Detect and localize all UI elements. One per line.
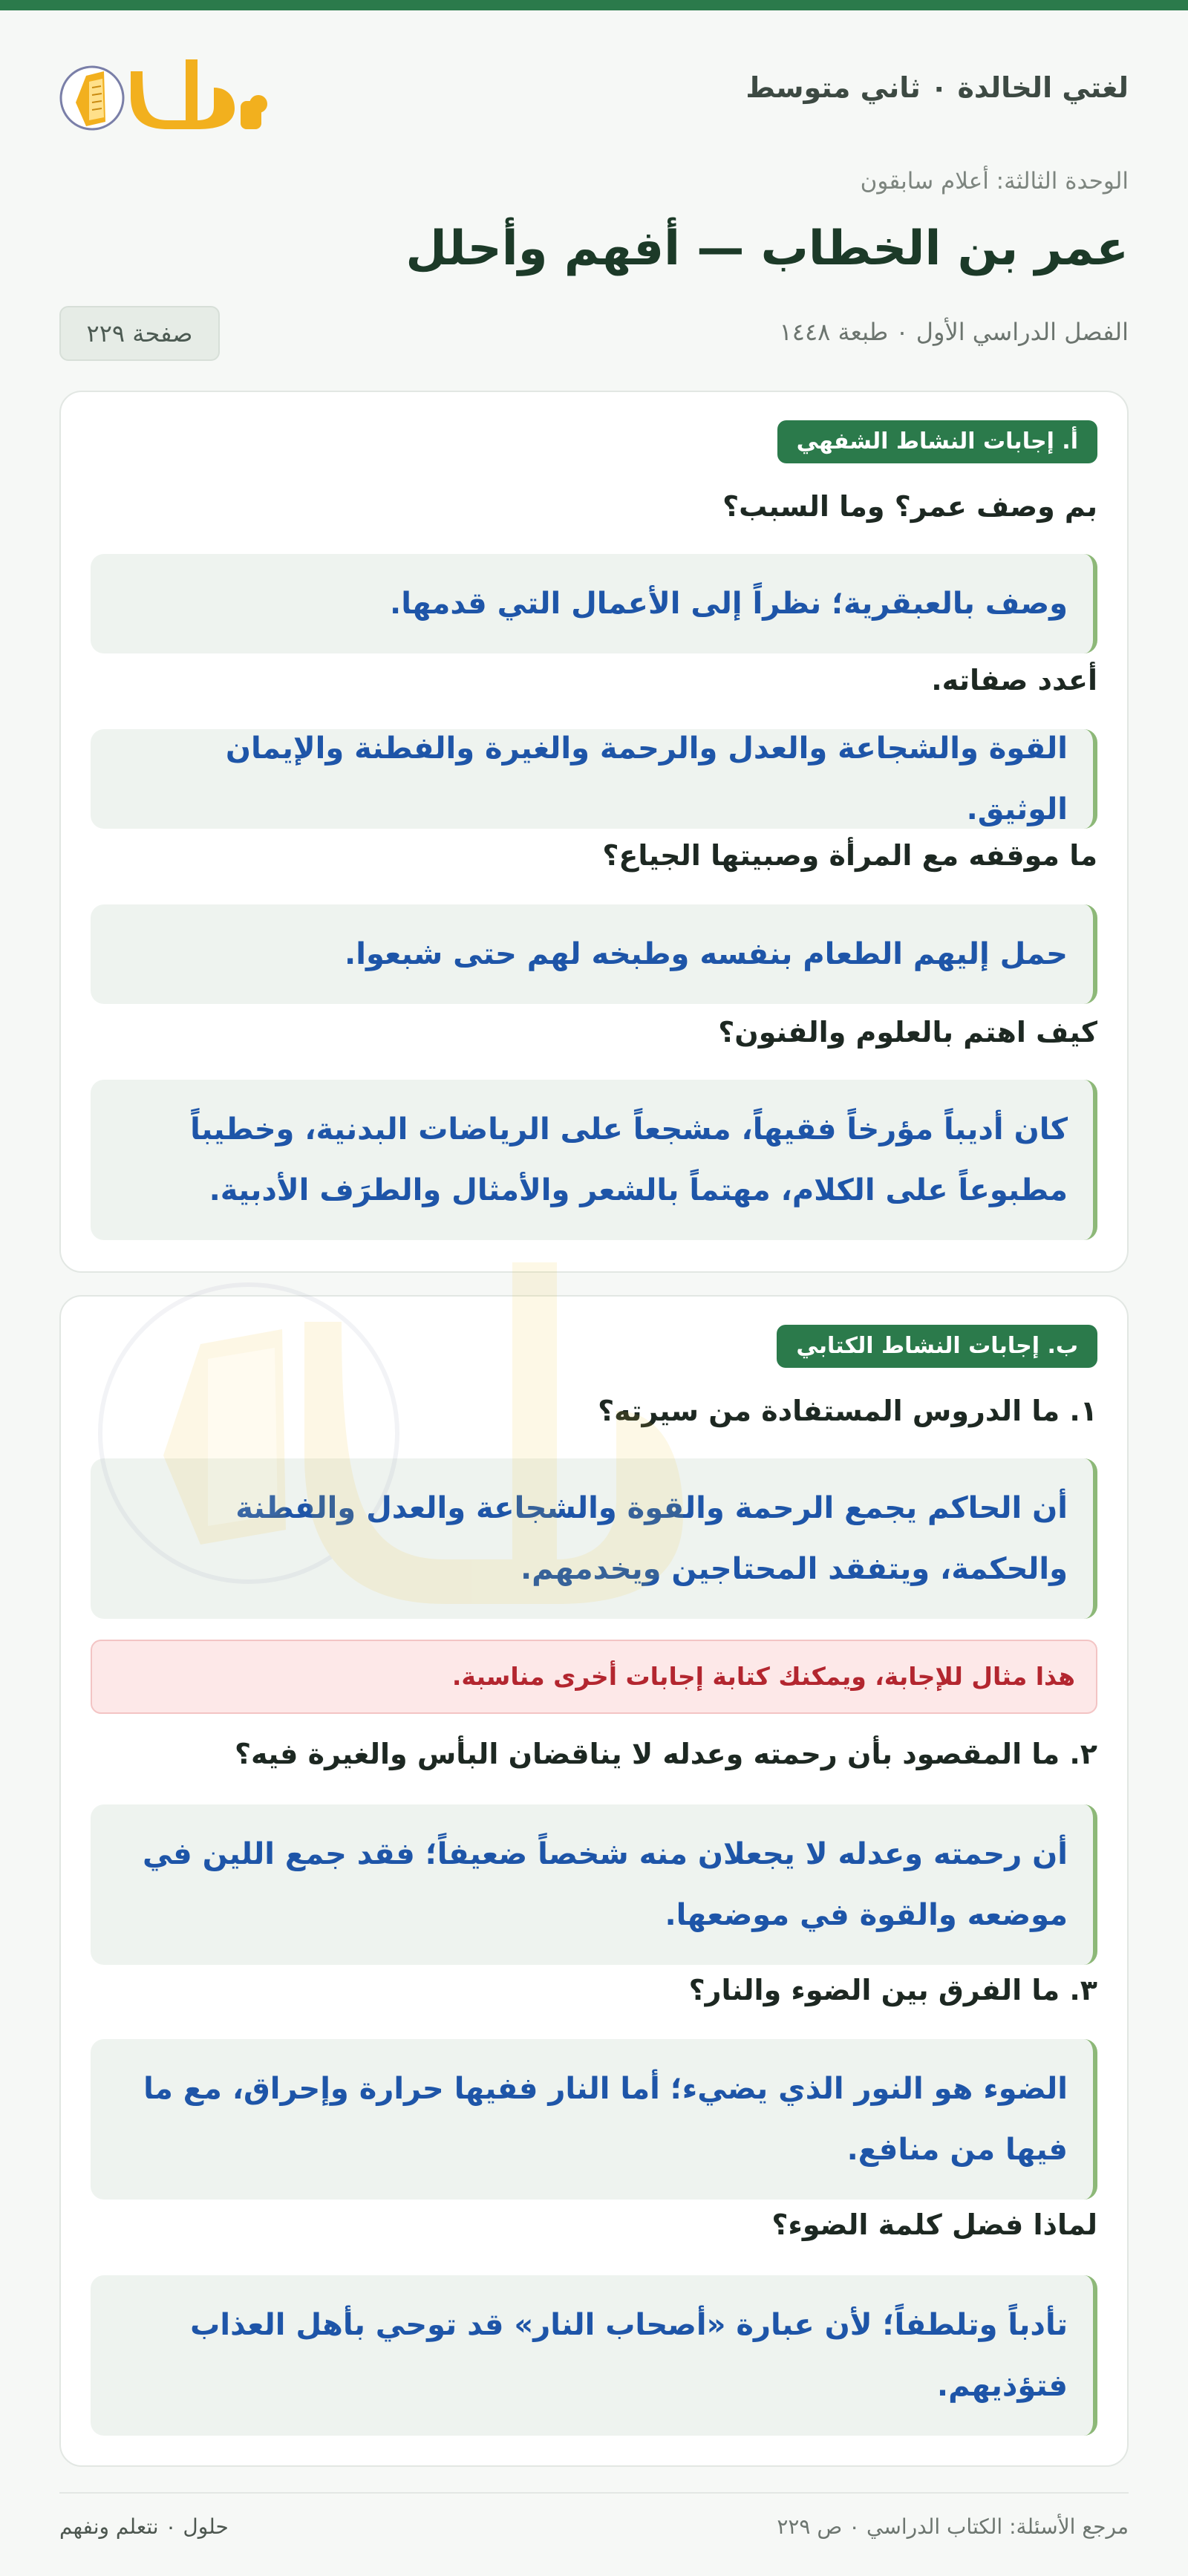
answer-box: [91, 1804, 1097, 1965]
answer-text: أن رحمته وعدله لا يجعلان منه شخصاً ضعيفاً؛ فقد جمع اللين في موضعه والقوة في موضعها.: [143, 1837, 1068, 1932]
section-badge-written: ب. إجابات النشاط الكتابي: [777, 1325, 1097, 1368]
footer-reference: مرجع الأسئلة: الكتاب الدراسي ٠ ص ٢٢٩: [777, 2514, 1129, 2539]
book-title: لغتي الخالدة ٠ ثاني متوسط: [745, 71, 1129, 104]
section-badge-oral: أ. إجابات النشاط الشفهي: [777, 420, 1097, 463]
example-answer-note: هذا مثال للإجابة، ويمكنك كتابة إجابات أخرى مناسبة.: [91, 1640, 1097, 1714]
page-number-badge: صفحة ٢٢٩: [59, 306, 220, 361]
answer-text: تأدباً وتلطفاً؛ لأن عبارة «أصحاب النار» قد توحي بأهل العذاب فتؤذيهم.: [190, 2308, 1068, 2403]
answer-box: [91, 729, 1097, 829]
answer-text: وصف بالعبقرية؛ نظراً إلى الأعمال التي قدمها.: [390, 587, 1068, 621]
answer-box: [91, 2275, 1097, 2436]
question-text: كيف اهتم بالعلوم والفنون؟: [718, 1016, 1097, 1049]
answer-box: [91, 904, 1097, 1004]
hulool-logo[interactable]: [59, 49, 275, 138]
oral-answers-card: [59, 391, 1129, 1273]
footer-brand[interactable]: حلول ٠ نتعلم ونفهم: [59, 2514, 229, 2539]
answer-box: [91, 1080, 1097, 1240]
question-text: ٢. ما المقصود بأن رحمته وعدله لا يناقضان البأس والغيرة فيه؟: [234, 1738, 1097, 1770]
answer-text: حمل إليهم الطعام بنفسه وطبخه لهم حتى شبعوا.: [345, 937, 1068, 971]
answer-box: [91, 1458, 1097, 1619]
page-header: [59, 49, 1129, 138]
answer-box: [91, 2039, 1097, 2200]
unit-label: الوحدة الثالثة: أعلام سابقون: [860, 168, 1129, 195]
question-text: ما موقفه مع المرأة وصبيتها الجياع؟: [602, 839, 1097, 872]
answer-text: كان أديباً مؤرخاً فقيهاً، مشجعاً على الرياضات البدنية، وخطيباً مطبوعاً على الكلام، مهتماً بالشعر والأمثال والطرَف الأدبية.: [190, 1112, 1068, 1207]
question-text: أعدد صفاته.: [931, 664, 1097, 697]
written-answers-card: [59, 1295, 1129, 2467]
answer-text: القوة والشجاعة والعدل والرحمة والغيرة والفطنة والإيمان الوثيق.: [225, 731, 1068, 826]
answer-text: أن الحاكم يجمع الرحمة والقوة والشجاعة والعدل والفطنة والحكمة، ويتفقد المحتاجين ويخدمهم.: [235, 1491, 1068, 1586]
question-text: ٣. ما الفرق بين الضوء والنار؟: [688, 1974, 1097, 2006]
top-accent-bar: [0, 0, 1188, 10]
lesson-title: عمر بن الخطاب — أفهم وأحلل: [405, 221, 1129, 276]
answer-text: الضوء هو النور الذي يضيء؛ أما النار ففيها حرارة وإحراق، مع ما فيها من منافع.: [143, 2072, 1068, 2167]
logo-text: حلول: [57, 49, 59, 50]
semester-edition: الفصل الدراسي الأول ٠ طبعة ١٤٤٨: [779, 318, 1129, 346]
question-text: بم وصف عمر؟ وما السبب؟: [722, 490, 1097, 523]
footer-divider: [59, 2492, 1129, 2494]
question-text: لماذا فضل كلمة الضوء؟: [771, 2208, 1097, 2241]
question-text: ١. ما الدروس المستفادة من سيرته؟: [598, 1395, 1097, 1427]
answer-box: [91, 554, 1097, 653]
